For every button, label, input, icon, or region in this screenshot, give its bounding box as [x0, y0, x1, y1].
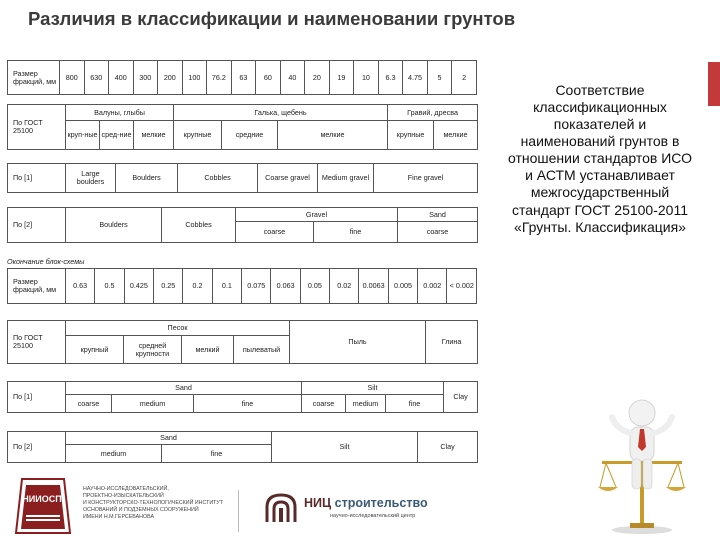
ref-label: По [1]: [8, 382, 66, 413]
size-cell: 0.2: [183, 269, 212, 304]
size-cell: 0.05: [300, 269, 329, 304]
size-cell: 2: [452, 61, 477, 95]
nic-abbrev: НИЦ: [304, 496, 332, 510]
gost-fine-table: [7, 320, 478, 364]
sub-cell: fine: [314, 222, 398, 243]
class-cell: Fine gravel: [374, 164, 478, 193]
accent-bar: [708, 62, 720, 106]
ref-label: По [1]: [8, 164, 66, 193]
astm-fine-table: [7, 431, 478, 463]
size-cell: 5: [427, 61, 452, 95]
class-cell: Boulders: [116, 164, 178, 193]
size-label: Размер фракций, мм: [8, 269, 66, 304]
niiosp-line: НАУЧНО-ИССЛЕДОВАТЕЛЬСКИЙ,: [83, 486, 169, 492]
class-cell: Gravel: [236, 208, 398, 222]
size-cell: 60: [256, 61, 281, 95]
niiosp-line: ПРОЕКТНО-ИЗЫСКАТЕЛЬСКИЙ: [83, 492, 164, 499]
sub-cell: coarse: [66, 395, 112, 413]
size-cell: 4.75: [403, 61, 428, 95]
iso-fine-table: [7, 381, 478, 413]
niiosp-description: [83, 486, 243, 520]
group-cell: Гравий, дресва: [388, 105, 478, 121]
class-cell: Sand: [398, 208, 478, 222]
sub-cell: крупные: [174, 121, 222, 150]
size-cell: 20: [305, 61, 330, 95]
size-cell: 0.425: [124, 269, 153, 304]
size-cell: 0.075: [242, 269, 271, 304]
sub-cell: coarse: [398, 222, 478, 243]
size-cell: 0.1: [212, 269, 241, 304]
sub-cell: сред-ние: [100, 121, 134, 150]
size-cell: 0.0063: [359, 269, 388, 304]
size-cell: 63: [231, 61, 256, 95]
class-cell: Boulders: [66, 208, 162, 243]
nic-logo-icon: [264, 491, 298, 525]
size-cell: 0.63: [66, 269, 95, 304]
size-cell: 0.5: [95, 269, 124, 304]
niiosp-logo-icon: [12, 475, 74, 537]
size-cell: 40: [280, 61, 305, 95]
size-cell: 100: [182, 61, 207, 95]
sub-cell: fine: [386, 395, 444, 413]
niiosp-line: ОСНОВАНИЙ И ПОДЗЕМНЫХ СООРУЖЕНИЙ: [83, 506, 199, 513]
group-cell: Галька, щебень: [174, 105, 388, 121]
slide-title: Различия в классификации и наименовании грунтов: [28, 8, 516, 29]
class-cell: Cobbles: [178, 164, 258, 193]
size-cell: 630: [84, 61, 109, 95]
size-label: Размер фракций, мм: [8, 61, 60, 95]
standard-description: Соответствие классификационных показателей и наименований грунтов в отношении стандартов ИСО и АСТМ устанавливает межгосударственный стандарт ГОСТ 25100-2011 «Грунты. Классификация»: [507, 82, 693, 235]
size-cell: 0.063: [271, 269, 300, 304]
niiosp-line: И КОНСТРУКТОРСКО-ТЕХНОЛОГИЧЕСКИЙ ИНСТИТУТ: [83, 499, 224, 506]
nic-logo-name: [304, 496, 428, 510]
astm-coarse-table: [7, 207, 478, 243]
group-cell: Валуны, глыбы: [66, 105, 174, 121]
class-cell: Clay: [444, 382, 478, 413]
class-cell: Silt: [272, 432, 418, 463]
logo-divider: [238, 490, 239, 532]
class-cell: Large boulders: [66, 164, 116, 193]
gost-coarse-table: [7, 104, 478, 150]
gost-label: По ГОСТ 25100: [8, 105, 66, 150]
sub-cell: средние: [222, 121, 278, 150]
class-cell: Глина: [426, 321, 478, 364]
class-cell: Medium gravel: [318, 164, 374, 193]
scheme-caption: Окончание блок-схемы: [7, 257, 85, 266]
sub-cell: мелкий: [182, 336, 234, 364]
sub-cell: medium: [112, 395, 194, 413]
sub-cell: мелкие: [278, 121, 388, 150]
sub-cell: пылеватый: [234, 336, 290, 364]
size-cell: 0.002: [418, 269, 447, 304]
sub-cell: мелкие: [134, 121, 174, 150]
size-cell: 19: [329, 61, 354, 95]
class-cell: Coarse gravel: [258, 164, 318, 193]
ref-label: По [2]: [8, 208, 66, 243]
sub-cell: coarse: [302, 395, 346, 413]
sub-cell: medium: [66, 445, 162, 463]
niiosp-line: ИМЕНИ Н.М.ГЕРСЕВАНОВА: [83, 513, 154, 520]
sub-cell: круп-ные: [66, 121, 100, 150]
size-cell: 800: [60, 61, 85, 95]
size-cell: 6.3: [378, 61, 403, 95]
sub-cell: средней крупности: [124, 336, 182, 364]
sub-cell: крупные: [388, 121, 434, 150]
nic-word: строительство: [334, 496, 428, 510]
sub-cell: coarse: [236, 222, 314, 243]
sub-cell: medium: [346, 395, 386, 413]
size-cell: 0.005: [388, 269, 417, 304]
size-cell: 10: [354, 61, 379, 95]
sub-cell: мелкие: [434, 121, 478, 150]
figure-with-scales-illustration: [596, 395, 688, 535]
gost-label: По ГОСТ 25100: [8, 321, 66, 364]
class-cell: Clay: [418, 432, 478, 463]
size-cell: 200: [158, 61, 183, 95]
sub-cell: fine: [194, 395, 302, 413]
size-scale-table-top: [7, 60, 477, 95]
sub-cell: fine: [162, 445, 272, 463]
size-cell: 0.25: [154, 269, 183, 304]
class-cell: Пыль: [290, 321, 426, 364]
class-cell: Cobbles: [162, 208, 236, 243]
group-cell: Silt: [302, 382, 444, 395]
niiosp-logo-text: НИИОСП: [22, 494, 62, 504]
size-scale-table-bottom: [7, 268, 477, 304]
size-cell: 0.02: [330, 269, 359, 304]
group-cell: Sand: [66, 382, 302, 395]
size-cell: 400: [109, 61, 134, 95]
iso-coarse-table: [7, 163, 478, 193]
ref-label: По [2]: [8, 432, 66, 463]
size-cell: 300: [133, 61, 158, 95]
group-cell: Sand: [66, 432, 272, 445]
size-cell: 76.2: [207, 61, 232, 95]
sub-cell: крупный: [66, 336, 124, 364]
group-cell: Песок: [66, 321, 290, 336]
nic-subtitle: научно-исследовательский центр: [330, 513, 416, 519]
size-cell: < 0.002: [447, 269, 477, 304]
